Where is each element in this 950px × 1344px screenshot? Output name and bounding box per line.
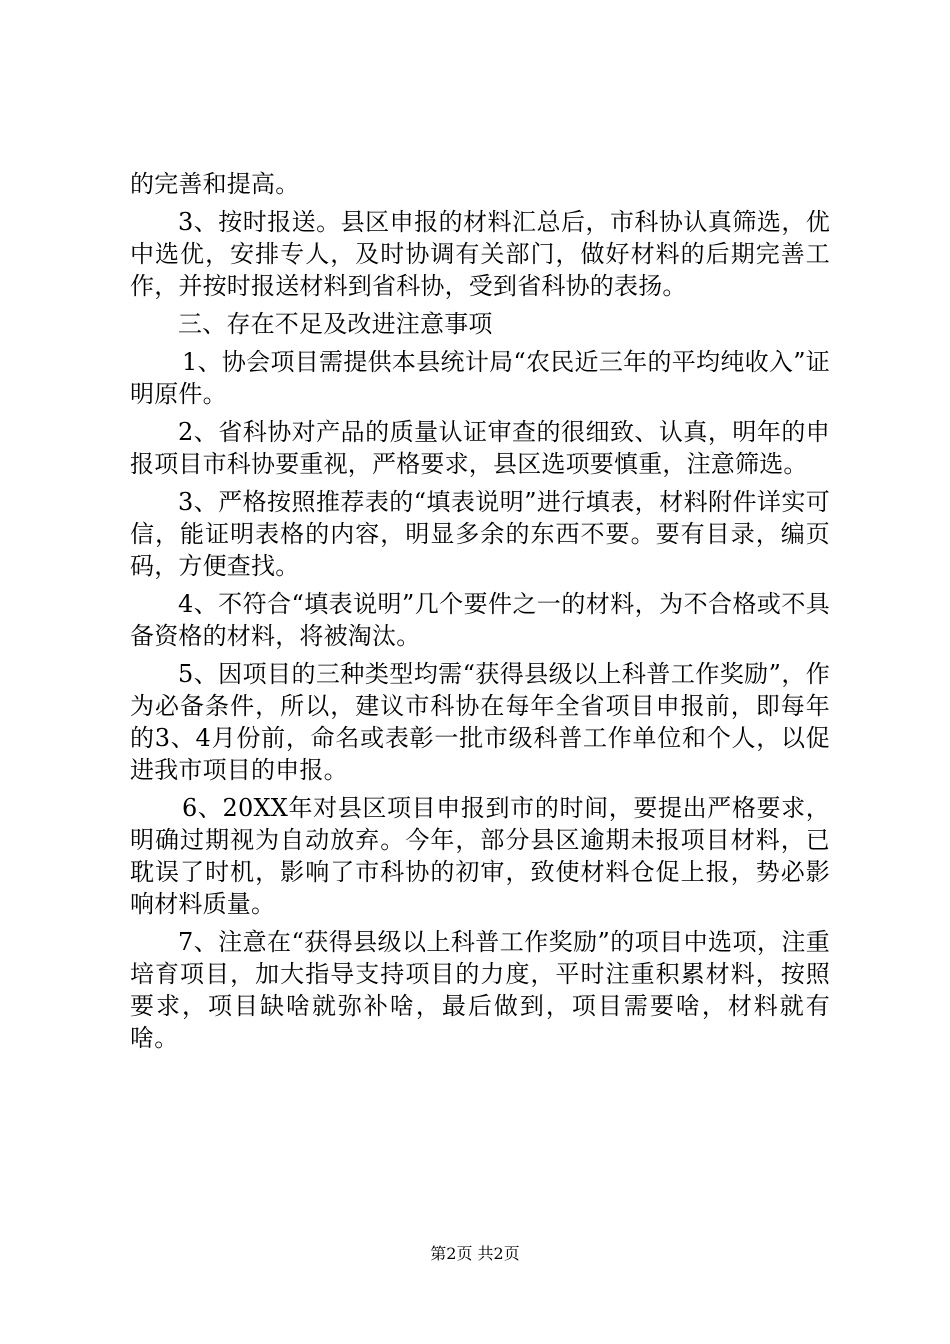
page-number-footer: 第2页 共2页 [430,1244,520,1263]
paragraph-note-6: 6、20XX年对县区项目申报到市的时间，要提出严格要求，明确过期视为自动放弃。今年，部分县区逾期未报项目材料，已耽误了时机，影响了市科协的初审，致使材料仓促上报，势必影响材料质量。 [130,794,830,918]
paragraph-note-4: 4、不符合“填表说明”几个要件之一的材料，为不合格或不具备资格的材料，将被淘汰。 [130,590,830,650]
paragraph-note-3: 3、严格按照推荐表的“填表说明”进行填表，材料附件详实可信，能证明表格的内容，明显多余的东西不要。要有目录，编页码，方便查找。 [130,488,830,580]
paragraph-note-2: 2、省科协对产品的质量认证审查的很细致、认真，明年的申报项目市科协要重视，严格要求，县区选项要慎重，注意筛选。 [130,418,830,478]
paragraph-continuation: 的完善和提高。 [130,170,300,198]
paragraph-note-5: 5、因项目的三种类型均需“获得县级以上科普工作奖励”，作为必备条件，所以，建议市科协在每年全省项目申报前，即每年的3、4月份前，命名或表彰一批市级科普工作单位和个人，以促进我市项目的申报。 [130,660,830,784]
paragraph-item-3-submit-on-time: 3、按时报送。县区申报的材料汇总后，市科协认真筛选，优中选优，安排专人，及时协调有关部门，做好材料的后期完善工作，并按时报送材料到省科协，受到省科协的表扬。 [130,208,830,300]
section-heading-shortcomings: 三、存在不足及改进注意事项 [178,310,493,338]
paragraph-note-1: 1、协会项目需提供本县统计局“农民近三年的平均纯收入”证明原件。 [130,348,830,408]
paragraph-note-7: 7、注意在“获得县级以上科普工作奖励”的项目中选项，注重培育项目，加大指导支持项目的力度，平时注重积累材料，按照要求，项目缺啥就弥补啥，最后做到，项目需要啥，材料就有啥。 [130,928,830,1052]
document-body [130,168,830,1060]
